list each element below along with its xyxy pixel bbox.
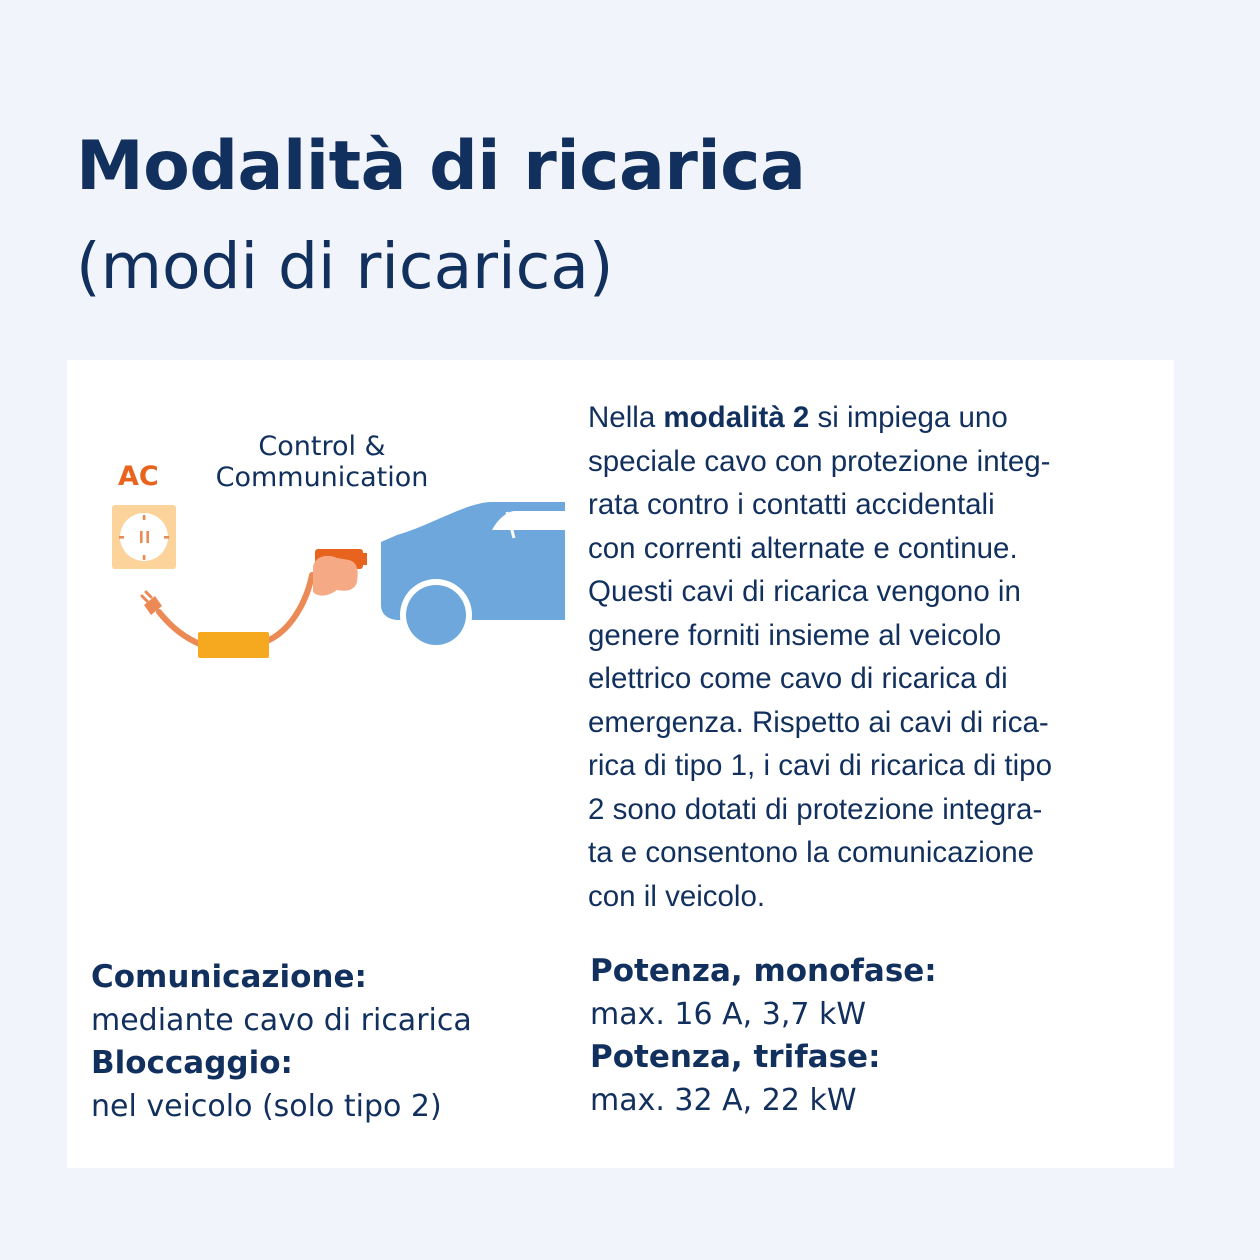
description-line: speciale cavo con protezione integ- xyxy=(588,444,1051,478)
control-label-line1: Control & xyxy=(258,431,386,462)
electric-car-icon xyxy=(381,502,565,651)
power-specs xyxy=(590,950,937,1122)
power-three-phase-label: Potenza, trifase: xyxy=(590,1039,881,1075)
locking-value: nel veicolo (solo tipo 2) xyxy=(91,1089,442,1124)
description-line: con correnti alternate e continue. xyxy=(588,531,1018,565)
mode-description xyxy=(588,396,1148,918)
hand-holding-connector-icon xyxy=(313,549,367,596)
description-line: rica di tipo 1, i cavi di ricarica di tipo xyxy=(588,749,1052,782)
control-communication-label xyxy=(207,431,437,493)
description-line: emergenza. Rispetto ai cavi di rica- xyxy=(588,705,1049,739)
description-line: ta e consentono la comunicazione xyxy=(588,836,1035,869)
power-three-phase-value: max. 32 A, 22 kW xyxy=(590,1083,857,1118)
content-card xyxy=(67,360,1174,1168)
description-line: rata contro i contatti accidentali xyxy=(588,488,995,521)
control-label-line2: Communication xyxy=(215,462,429,493)
mode-highlight: modalità 2 xyxy=(663,401,810,434)
control-box-icon xyxy=(198,632,269,658)
page-title: Modalità di ricarica xyxy=(76,127,806,206)
communication-locking-specs xyxy=(91,956,472,1128)
power-single-phase-label: Potenza, monofase: xyxy=(590,953,937,989)
communication-value: mediante cavo di ricarica xyxy=(91,1003,472,1038)
description-line: genere forniti insieme al veicolo xyxy=(588,618,1002,652)
description-line: Questi cavi di ricarica vengono in xyxy=(588,575,1021,608)
description-line: 2 sono dotati di protezione integra- xyxy=(588,792,1043,826)
ac-label: AC xyxy=(118,461,159,492)
wall-socket-icon xyxy=(112,505,176,569)
communication-label: Comunicazione: xyxy=(91,959,367,995)
charging-illustration xyxy=(67,360,567,670)
description-line: con il veicolo. xyxy=(588,879,766,913)
locking-label: Bloccaggio: xyxy=(91,1045,293,1081)
description-line: elettrico come cavo di ricarica di xyxy=(588,662,1008,695)
description-line: Nella modalità 2 si impiega uno xyxy=(588,401,1008,434)
power-single-phase-value: max. 16 A, 3,7 kW xyxy=(590,997,867,1032)
page-subtitle: (modi di ricarica) xyxy=(76,230,614,303)
